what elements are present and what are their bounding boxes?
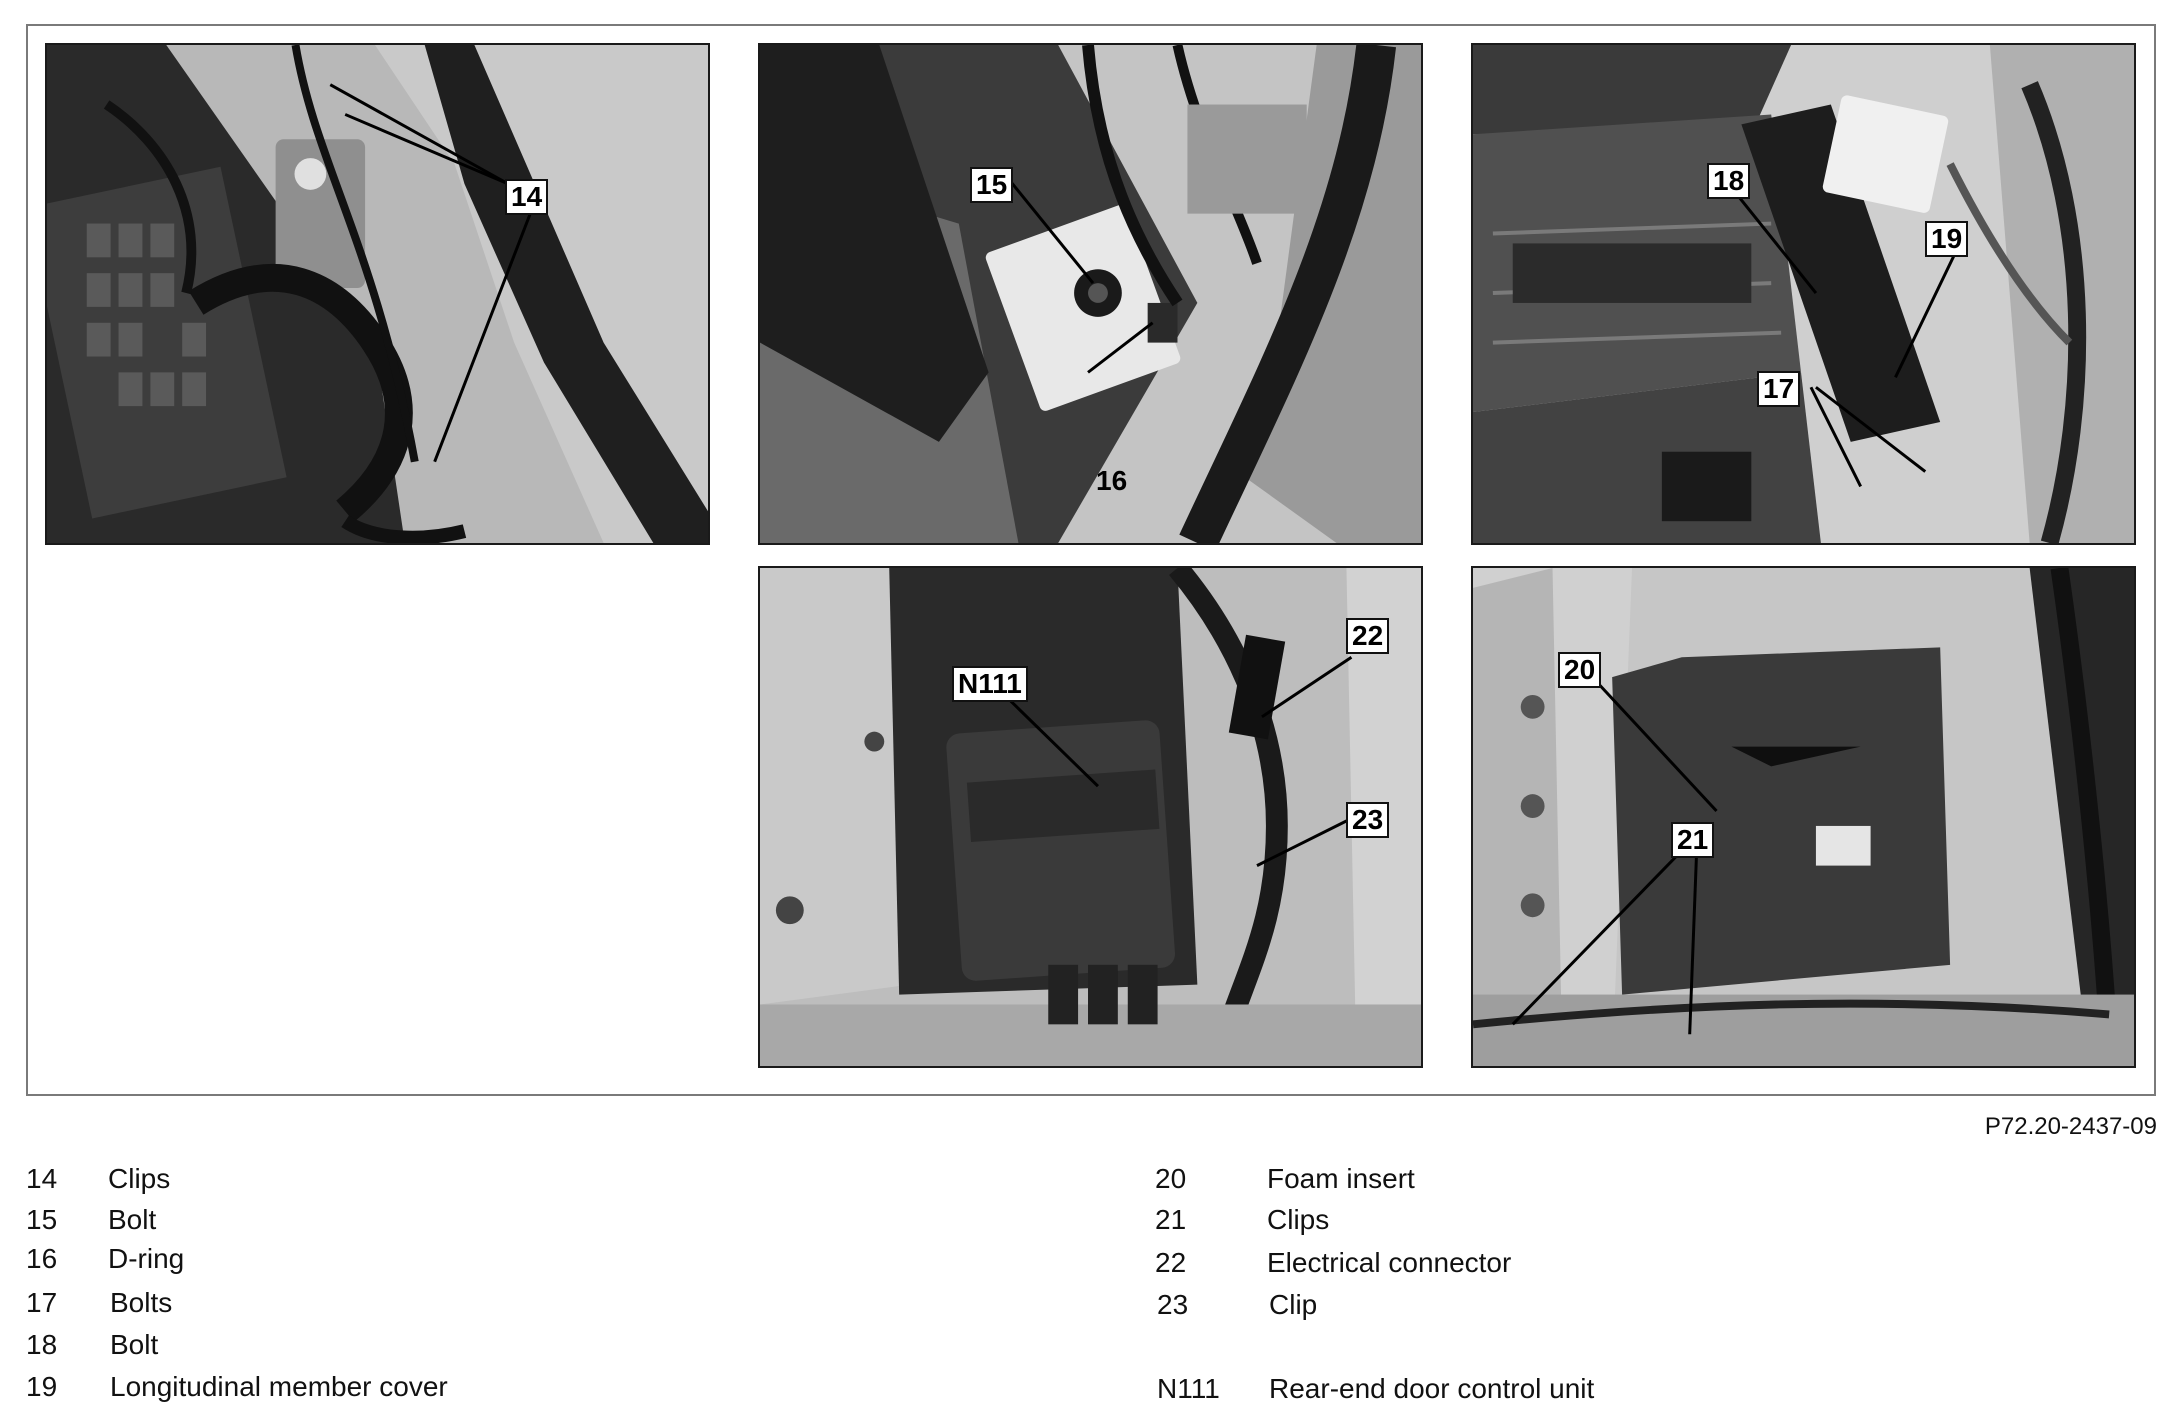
- legend-label: Bolts: [110, 1287, 173, 1318]
- photo-clips-pillar: [45, 43, 710, 545]
- legend-number: 17: [26, 1287, 58, 1318]
- legend-number: 14: [26, 1163, 58, 1194]
- legend-number: 21: [1155, 1204, 1187, 1235]
- callout-23: 23: [1346, 802, 1389, 838]
- legend-label: Bolt: [110, 1329, 159, 1360]
- legend-label: Rear-end door control unit: [1269, 1373, 1595, 1404]
- callout-15: 15: [970, 167, 1013, 203]
- legend-number: 18: [26, 1329, 58, 1360]
- callout-n111: N111: [952, 666, 1028, 702]
- callout-16: 16: [1096, 465, 1128, 496]
- legend-number: 15: [26, 1204, 58, 1235]
- legend-label: Clip: [1269, 1289, 1318, 1320]
- callout-14: 14: [505, 179, 548, 215]
- legend-label: Foam insert: [1267, 1163, 1415, 1194]
- legend-number: 16: [26, 1243, 58, 1274]
- photo-control-unit: [758, 566, 1423, 1068]
- legend-number: 20: [1155, 1163, 1187, 1194]
- legend-label: Bolt: [108, 1204, 157, 1235]
- figure-id: P72.20-2437-09: [1984, 1113, 2157, 1140]
- legend-number: 22: [1155, 1247, 1187, 1278]
- legend-number: 23: [1157, 1289, 1189, 1320]
- legend-label: Electrical connector: [1267, 1247, 1512, 1278]
- legend-number: N111: [1157, 1373, 1220, 1404]
- legend-label: Clips: [108, 1163, 171, 1194]
- legend-label: Longitudinal member cover: [110, 1371, 448, 1402]
- callout-22: 22: [1346, 618, 1389, 654]
- callout-20: 20: [1558, 652, 1601, 688]
- legend-number: 19: [26, 1371, 58, 1402]
- callout-17: 17: [1757, 371, 1800, 407]
- photo-member-cover: [1471, 43, 2136, 545]
- callout-21: 21: [1671, 822, 1714, 858]
- legend-label: D-ring: [108, 1243, 185, 1274]
- photo-bolt-dring: [758, 43, 1423, 545]
- callout-19: 19: [1925, 221, 1968, 257]
- callout-18: 18: [1707, 163, 1750, 199]
- photo-foam-insert: [1471, 566, 2136, 1068]
- legend-label: Clips: [1267, 1204, 1330, 1235]
